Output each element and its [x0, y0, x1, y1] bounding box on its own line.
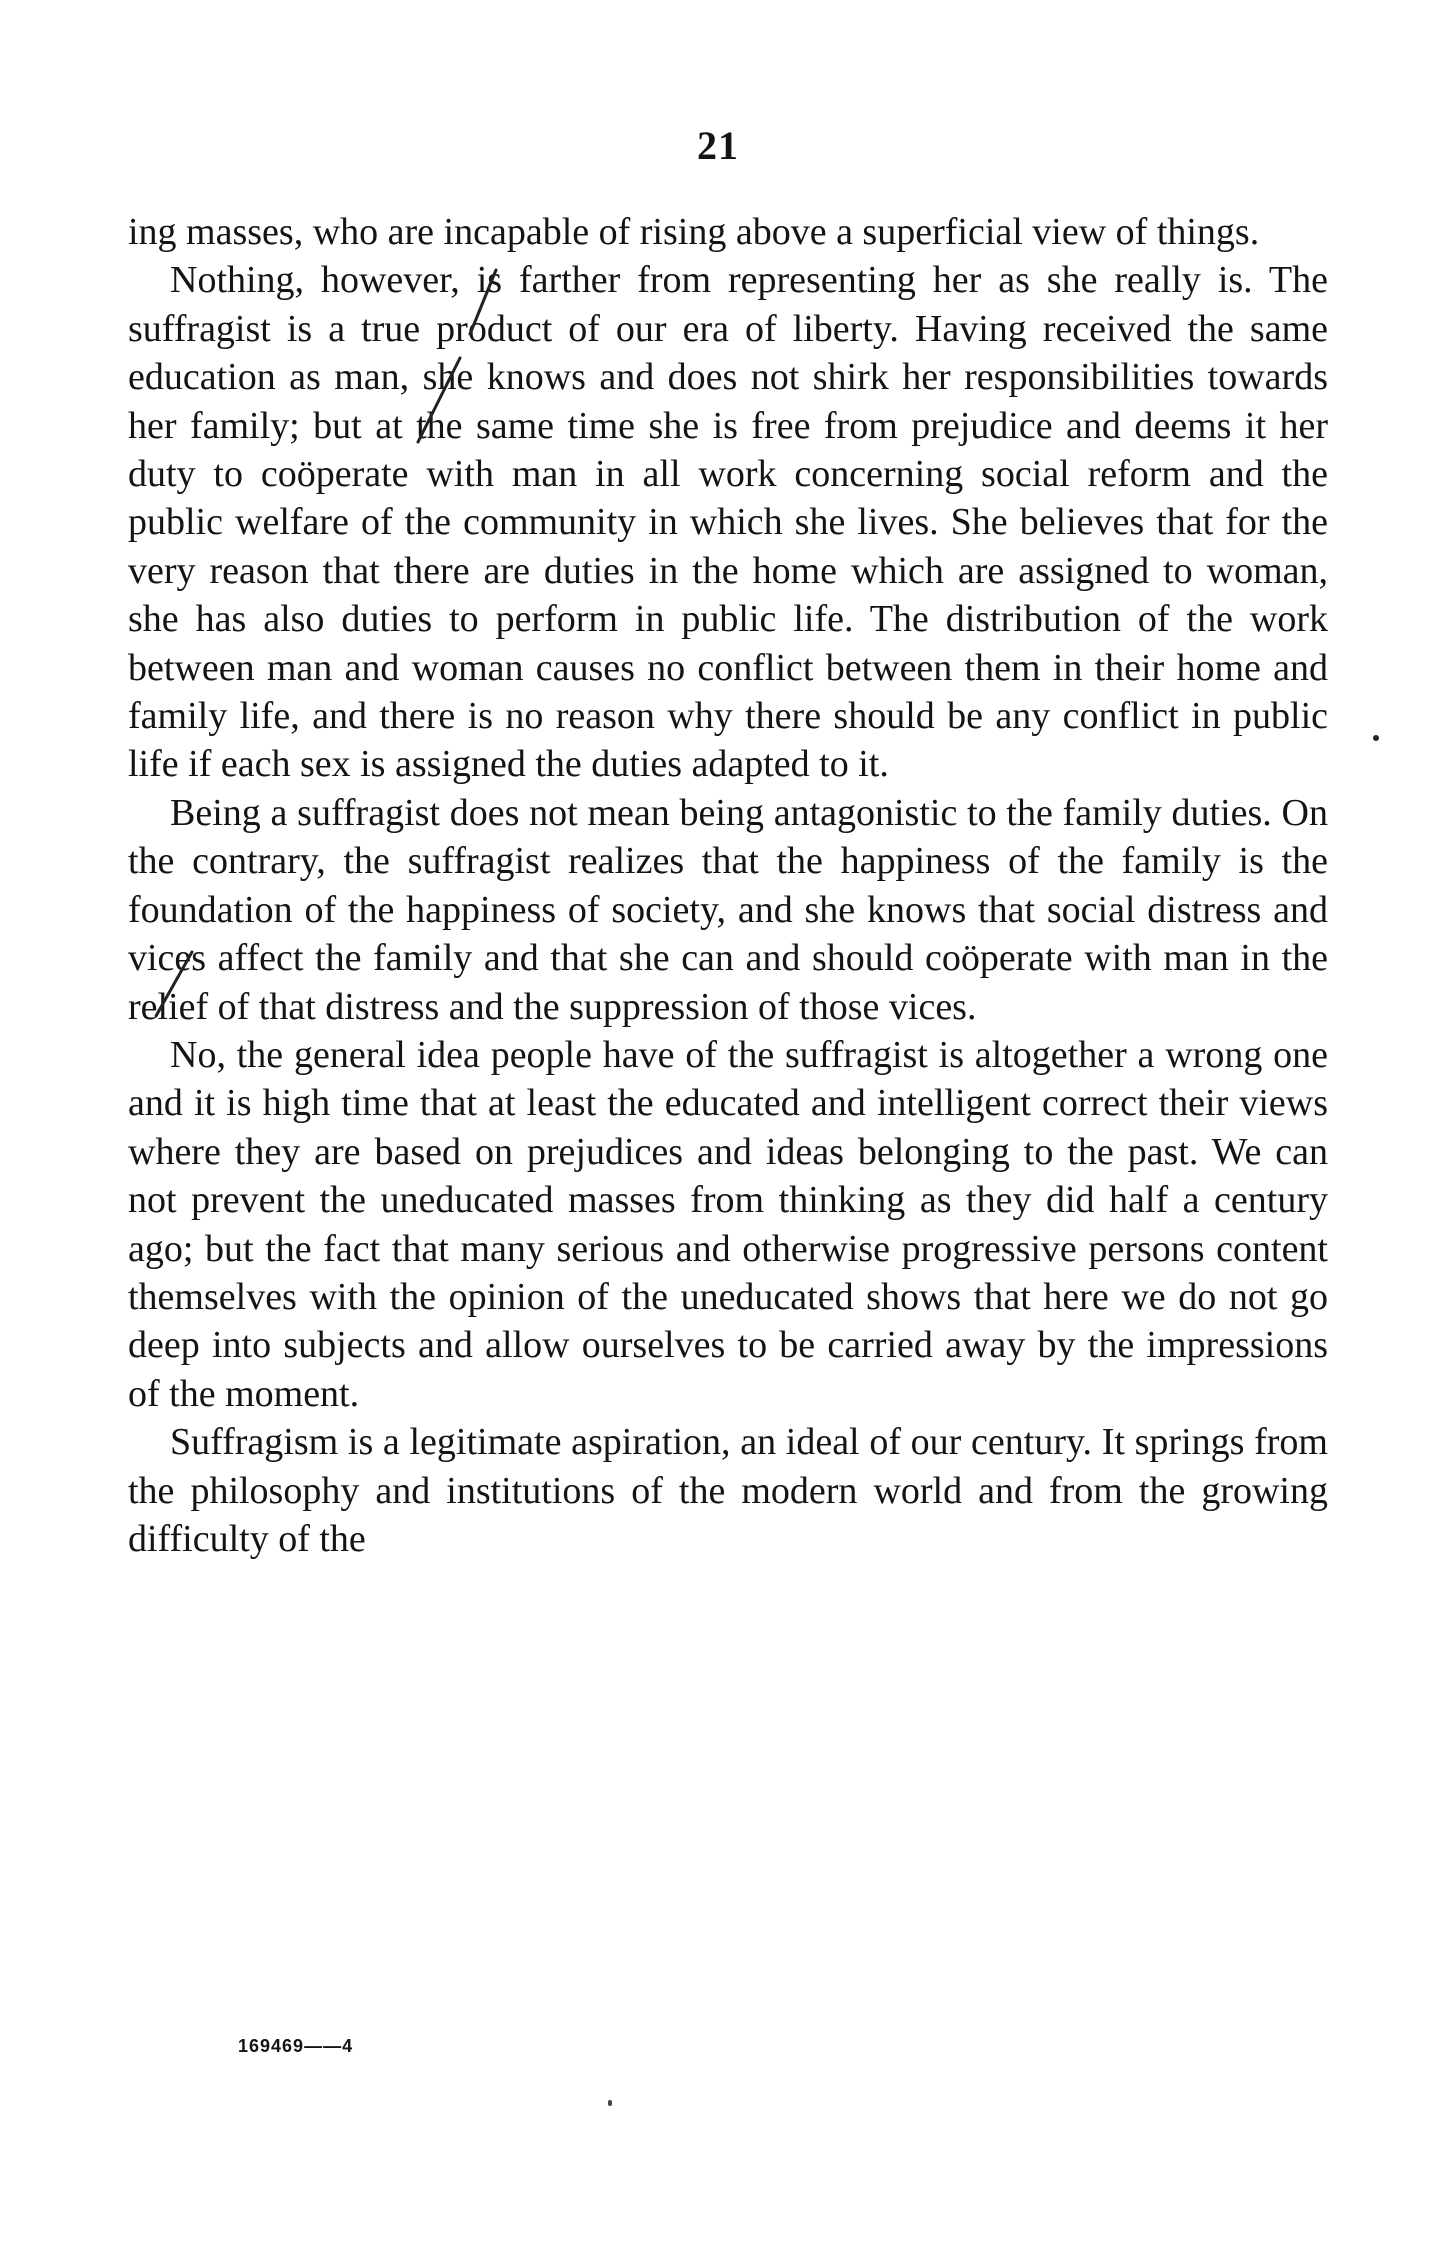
printer-signature-mark: 169469——4: [238, 2036, 354, 2056]
paragraph: Nothing, however, is farther from representing her as she really is. The suffragist is a true product of our era of liberty. Having received the same education as man, she knows and does not shirk her responsibilities towards her family; but at the same time she is free from prejudice and deems it her duty to coöperate with man in all work concerning social reform and the public welfare of the community in which she lives. She believes that for the very reason that there are duties in the home which are assigned to woman, she has also duties to perform in public life. The distribution of the work between man and woman causes no conflict between them in their home and family life, and there is no reason why there should be any conflict in public life if each sex is assigned the duties adapted to it.: [128, 259, 1328, 786]
body-text: [128, 208, 1328, 1563]
paragraph: Suffragism is a legitimate aspiration, an ideal of our century. It springs from the philosophy and institutions of the modern world and from the growing difficulty of the: [128, 1421, 1328, 1560]
page-number: 21: [697, 123, 739, 168]
paragraph: Being a suffragist does not mean being antagonistic to the family duties. On the contrary, the suffragist realizes that the happiness of the family is the foundation of the happiness of society, and she knows that social distress and vices affect the family and that she can and should coöperate with man in the relief of that distress and the suppression of those vices.: [128, 791, 1328, 1028]
margin-dot-mark: [1373, 735, 1379, 741]
paragraph: No, the general idea people have of the suffragist is altogether a wrong one and it is high time that at least the educated and intelligent correct their views where they are based on prejudices and ideas belonging to the past. We can not prevent the uneducated masses from thinking as they did half a century ago; but the fact that many serious and otherwise progressive persons content themselves with the opinion of the uneducated shows that here we do not go deep into subjects and allow ourselves to be carried away by the impressions of the moment.: [128, 1033, 1328, 1415]
stray-ink-mark: [608, 2100, 612, 2106]
paragraph: ing masses, who are incapable of rising above a superficial view of things.: [128, 211, 1260, 253]
